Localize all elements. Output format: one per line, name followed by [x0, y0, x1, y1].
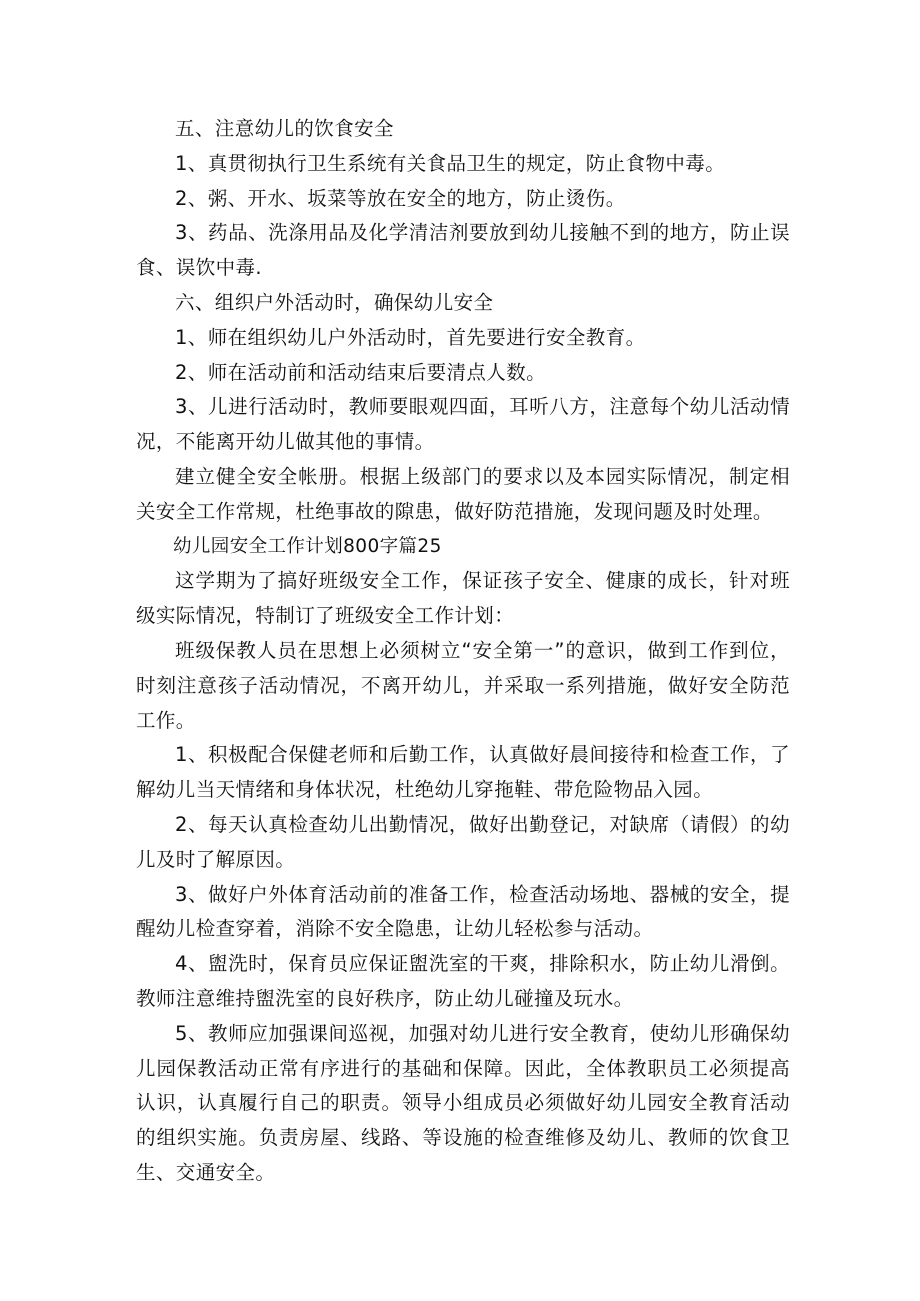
- paragraph: 2、粥、开水、坂菜等放在安全的地方，防止烫伤。: [175, 186, 626, 210]
- paragraph: 1、真贯彻执行卫生系统有关食品卫生的规定，防止食物中毒。: [175, 151, 726, 175]
- document-page: [136, 112, 790, 1191]
- paragraph: 2、师在活动前和活动结束后要清点人数。: [175, 360, 547, 384]
- paragraph: 2、每天认真检查幼儿出勤情况，做好出勤登记，对缺席（请假）的幼儿及时了解原因。: [136, 812, 790, 871]
- paragraph: 5、教师应加强课间巡视，加强对幼儿进行安全教育，使幼儿形确保幼儿园保教活动正常有序进行的基础和保障。因此，全体教职员工必须提高认识，认真履行自己的职责。领导小组成员必须做好幼儿园安全教育活动的组织实施。负责房屋、线路、等设施的检查维修及幼儿、教师的饮食卫生、交通安全。: [136, 1021, 790, 1184]
- paragraph: 3、药品、洗涤用品及化学清洁剂要放到幼儿接触不到的地方，防止误食、误饮中毒.: [136, 221, 790, 280]
- paragraph: 3、做好户外体育活动前的准备工作，检查活动场地、器械的安全，提醒幼儿检查穿着，消除不安全隐患，让幼儿轻松参与活动。: [136, 882, 790, 941]
- paragraph: 建立健全安全帐册。根据上级部门的要求以及本园实际情况，制定相关安全工作常规，杜绝事故的隙患，做好防范措施，发现问题及时处理。: [136, 464, 790, 523]
- article-title: 幼儿园安全工作计划800字篇25: [173, 535, 442, 557]
- paragraph: 1、积极配合保健老师和后勤工作，认真做好晨间接待和检查工作，了解幼儿当天情绪和身体状况，杜绝幼儿穿拖鞋、带危险物品入园。: [136, 743, 790, 802]
- paragraph: 这学期为了搞好班级安全工作，保证孩子安全、健康的成长，针对班级实际情况，特制订了班级安全工作计划：: [136, 569, 790, 628]
- paragraph: 4、盥洗时，保育员应保证盥洗室的干爽，排除积水，防止幼儿滑倒。教师注意维持盥洗室的良好秩序，防止幼儿碰撞及玩水。: [136, 952, 790, 1010]
- paragraph: 1、师在组织幼儿户外活动时，首先要进行安全教育。: [175, 325, 646, 349]
- section-heading-outdoor-safety: 六、组织户外活动时，确保幼儿安全: [175, 290, 494, 314]
- section-heading-diet-safety: 五、注意幼儿的饮食安全: [175, 117, 394, 140]
- paragraph: 班级保教人员在思想上必须树立“安全第一”的意识，做到工作到位，时刻注意孩子活动情况，不离开幼儿，并采取一系列措施，做好安全防范工作。: [136, 638, 790, 732]
- paragraph: 3、儿进行活动时，教师要眼观四面，耳听八方，注意每个幼儿活动情况，不能离开幼儿做其他的事情。: [136, 395, 790, 454]
